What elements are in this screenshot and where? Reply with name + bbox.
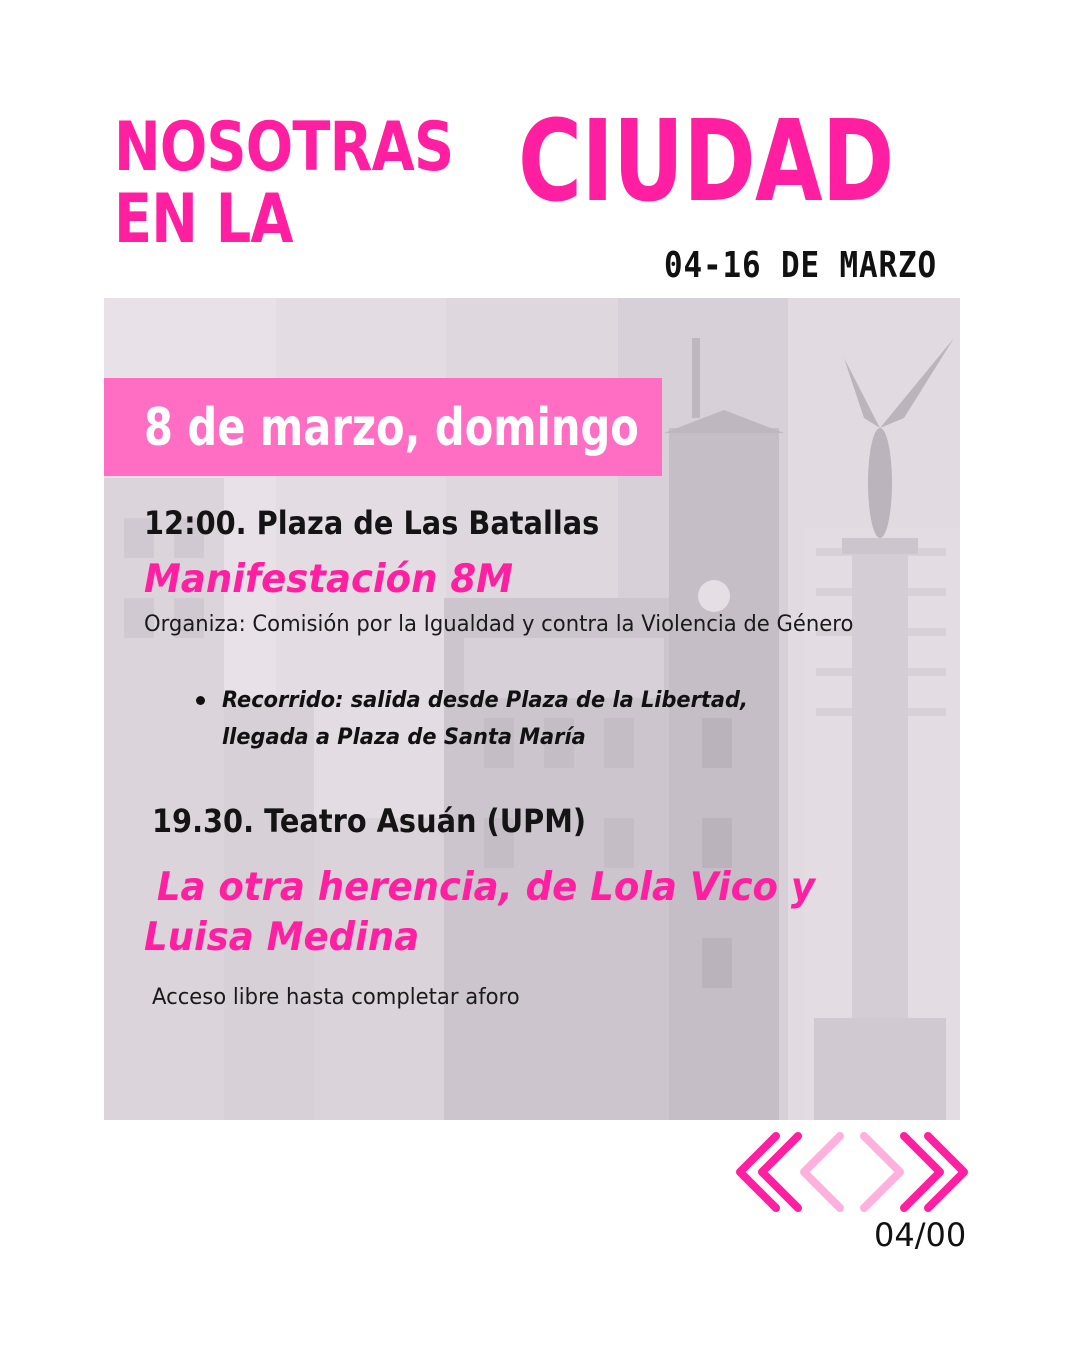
page-counter: 04/00 (874, 1216, 967, 1254)
day-label: 8 de marzo, domingo (144, 398, 639, 458)
date-range: 04-16 DE MARZO (664, 245, 937, 286)
event-route: Recorrido: salida desde Plaza de la Libertad, llegada a Plaza de Santa María (222, 688, 748, 750)
title-nosotras: NOSOTRAS (114, 108, 454, 187)
event-time-place: 12:00. Plaza de Las Batallas (144, 504, 600, 542)
event-title-line1: La otra herencia, de Lola Vico y (144, 865, 816, 910)
event-note: Acceso libre hasta completar aforo (152, 985, 520, 1010)
event-title: Manifestación 8M (144, 557, 514, 602)
day-banner (104, 378, 662, 476)
bullet-icon (196, 696, 205, 705)
navigation-chevrons (728, 1130, 980, 1214)
chevron-right-icon[interactable] (864, 1136, 964, 1208)
chevron-left-icon[interactable] (740, 1136, 840, 1208)
title-en-la: EN LA (114, 180, 293, 259)
event-organizer: Organiza: Comisión por la Igualdad y contra la Violencia de Género (144, 612, 854, 637)
title-ciudad: CIUDAD (518, 97, 894, 227)
event-title-line2: Luisa Medina (144, 915, 420, 960)
event-time-place: 19.30. Teatro Asuán (UPM) (152, 802, 587, 840)
